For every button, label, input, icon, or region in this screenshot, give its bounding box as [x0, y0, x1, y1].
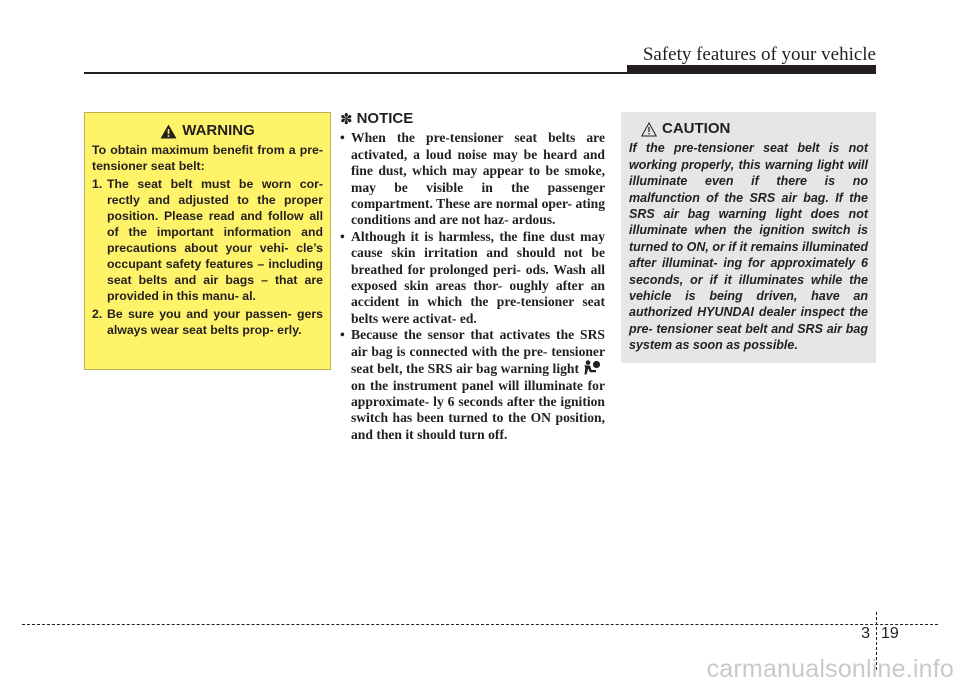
- notice-bullet-text: When the pre-tensioner seat belts are activated, a loud noise may be heard and fine dust, which may appear to be smoke, may be visible in the passenger compartment. These are normal oper- ating conditions and are not haz- ardous.: [351, 130, 605, 228]
- section-header-title: Safety features of your vehicle: [642, 44, 876, 65]
- chapter-number: 3: [861, 625, 870, 642]
- notice-list: [340, 130, 605, 443]
- footer-rule: [22, 624, 938, 625]
- notice-bullet: [340, 229, 605, 327]
- warning-item-text: The seat belt must be worn cor- rectly and adjusted to the proper position. Please read and follow all of the important information and precautions about your vehi- cle’s occupant safety features – including seat belts and air bags – that are provided in this manu- al.: [107, 177, 323, 303]
- warning-item-text: Be sure you and your passen- gers always wear seat belts prop- erly.: [107, 307, 323, 337]
- notice-bullet: [340, 327, 605, 443]
- warning-intro: To obtain maximum benefit from a pre-tensioner seat belt:: [92, 143, 323, 173]
- notice-title: NOTICE: [356, 110, 414, 127]
- bullet-dot: •: [340, 228, 345, 244]
- notice-section: [340, 111, 605, 443]
- caution-text: If the pre-tensioner seat belt is not working properly, this warning light will illuminate even if there is no malfunction of the SRS air bag. If the SRS air bag warning light does not illuminate when the ignition switch is turned to ON, or if it remains illuminated after illuminat- ing for approximately 6 seconds, or if it illuminates while the vehicle is being driven, have an authorized HYUNDAI dealer inspect the pre- tensioner seat belt and SRS air bag system as soon as possible.: [629, 141, 868, 353]
- caution-triangle-icon: [641, 122, 657, 137]
- warning-triangle-icon: [160, 124, 177, 139]
- header-rule: [84, 72, 876, 74]
- warning-list: [92, 176, 323, 338]
- warning-item: [92, 306, 323, 338]
- warning-item-number: 1.: [92, 177, 103, 191]
- warning-item: [92, 176, 323, 304]
- notice-header: [340, 111, 605, 127]
- warning-item-number: 2.: [92, 307, 103, 321]
- caution-title: CAUTION: [662, 120, 731, 137]
- warning-title: WARNING: [182, 122, 255, 139]
- notice-bullet: [340, 130, 605, 228]
- airbag-warning-light-icon: [582, 360, 602, 376]
- warning-header: [92, 123, 323, 139]
- notice-bullet-text: [351, 327, 605, 443]
- watermark: carmanualsonline.info: [706, 655, 954, 683]
- header-rule-thick: [627, 65, 876, 72]
- notice-symbol: ✽: [340, 110, 353, 128]
- notice-text-before-icon: Because the sensor that activates the SRS air bag is connected with the pre- tensioner seat belt, the SRS air bag warning light: [351, 327, 605, 377]
- page-number: 19: [881, 625, 899, 642]
- bullet-dot: •: [340, 327, 345, 343]
- caution-header: [629, 121, 868, 137]
- bullet-dot: •: [340, 130, 345, 146]
- notice-bullet-text: Although it is harmless, the fine dust may cause skin irritation and should not be breathed for prolonged peri- ods. Wash all exposed skin areas thor- oughly after an accident in which the pre-tensioner seat belts were activat- ed.: [351, 228, 605, 326]
- warning-box: [84, 112, 331, 370]
- caution-box: [621, 112, 876, 363]
- notice-text-after-icon: on the instrument panel will illuminate for approximate- ly 6 seconds after the ignition switch has been turned to the ON position, and then it should turn off.: [351, 377, 605, 442]
